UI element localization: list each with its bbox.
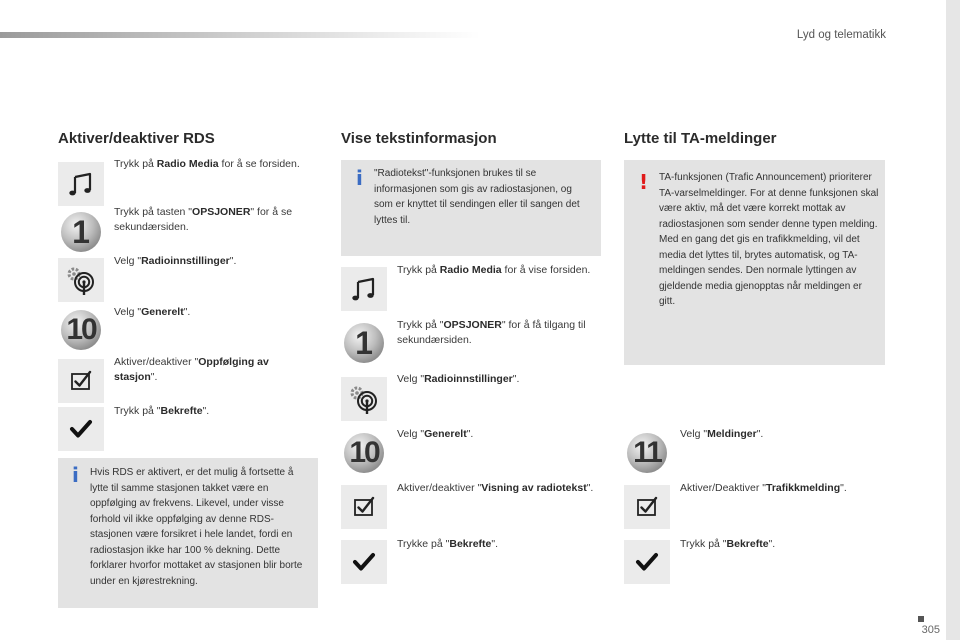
step-badge [341, 320, 387, 366]
step-text: Trykke på "Bekrefte". [397, 538, 499, 550]
warning-text-ta: TA-funksjonen (Trafic Announcement) prioriterer TA-varselmeldinger. For at denne funksjonen skal være aktiv, må det være korrekt mottak av radiostasjonen som sender denne typen melding. Med en gang det gis en trafikkmelding, vil det media det lyttes til, brytes automatisk, og TA-meldingen sendes. Den normale lyttingen av gjeldende media gjenopptas når meldingen er gitt. [659, 172, 879, 307]
toggle-checkbox-button[interactable] [341, 485, 387, 529]
step-text: Trykk på "Bekrefte". [680, 538, 776, 550]
step-badge [58, 307, 104, 353]
badge-number: 1 [72, 213, 90, 250]
badge-number: 10 [349, 436, 379, 469]
step-text: Velg "Generelt". [114, 306, 191, 318]
step-text: Trykk på Radio Media for å vise forsiden. [397, 264, 591, 276]
step-text: Trykk på "Bekrefte". [114, 405, 210, 417]
step-text: Trykk på "OPSJONER" for å få tilgang til sekundærsiden. [397, 319, 586, 346]
toggle-checkbox-button[interactable] [58, 359, 104, 403]
toggle-checkbox-button[interactable] [624, 485, 670, 529]
step-text: Trykk på tasten "OPSJONER" for å se sekundærsiden. [114, 206, 293, 233]
info-icon: i [72, 463, 79, 487]
header-gradient-bar [0, 32, 480, 38]
badge-number: 11 [633, 436, 661, 469]
confirm-button[interactable] [341, 540, 387, 584]
step-text: Aktiver/deaktiver "Visning av radiotekst". [397, 482, 594, 494]
warning-icon: ! [639, 170, 649, 194]
step-badge [624, 430, 670, 476]
confirm-button[interactable] [58, 407, 104, 451]
badge-number: 1 [355, 324, 373, 361]
section-title-text-info: Vise tekstinformasjon [341, 130, 497, 147]
page-number: 305 [921, 624, 940, 636]
section-title-rds: Aktiver/deaktiver RDS [58, 130, 215, 147]
section-title-ta: Lytte til TA-meldinger [624, 130, 777, 147]
radio-settings-icon [64, 263, 98, 297]
step-text: Velg "Radioinnstillinger". [397, 373, 520, 385]
step-text: Velg "Meldinger". [680, 428, 764, 440]
checkmark-icon [66, 414, 96, 444]
radio-settings-icon [347, 382, 381, 416]
info-icon: i [356, 166, 363, 190]
checkbox-toggle-icon [349, 492, 379, 522]
header-title: Lyd og telematikk [796, 29, 886, 41]
step-text: Aktiver/Deaktiver "Trafikkmelding". [680, 482, 847, 494]
checkbox-toggle-icon [66, 366, 96, 396]
badge-number: 10 [66, 313, 96, 346]
step-text: Velg "Radioinnstillinger". [114, 255, 237, 267]
radio-media-button[interactable] [341, 267, 387, 311]
info-text-rds: Hvis RDS er aktivert, er det mulig å fortsette å lytte til samme stasjonen takket være en oppfølging av frekvens. Likevel, under visse forhold vil ikke oppfølging av denne RDS-stasjonen være forsikret i hele landet, fordi en radiostasjon ikke har 100 % dekning. Dette forklarer hvorfor mottaket av stasjonen blir borte under en kjørestrekning. [90, 467, 303, 587]
music-note-icon [66, 169, 96, 199]
radio-settings-button[interactable] [341, 377, 387, 421]
page-edge-strip [946, 0, 960, 640]
checkmark-icon [632, 547, 662, 577]
music-note-icon [349, 274, 379, 304]
radio-media-button[interactable] [58, 162, 104, 206]
radio-settings-button[interactable] [58, 258, 104, 302]
step-text: Aktiver/deaktiver "Oppfølging av stasjon". [114, 356, 269, 383]
step-badge [58, 209, 104, 255]
step-text: Velg "Generelt". [397, 428, 474, 440]
footer-square-mark [918, 616, 924, 622]
checkmark-icon [349, 547, 379, 577]
step-text: Trykk på Radio Media for å se forsiden. [114, 158, 300, 170]
checkbox-toggle-icon [632, 492, 662, 522]
confirm-button[interactable] [624, 540, 670, 584]
step-badge [341, 430, 387, 476]
info-text-radiotext: "Radiotekst"-funksjonen brukes til se informasjonen som gis av radiostasjonen, og som er knyttet til sendingen eller til sangen det lyttes til. [374, 168, 580, 226]
